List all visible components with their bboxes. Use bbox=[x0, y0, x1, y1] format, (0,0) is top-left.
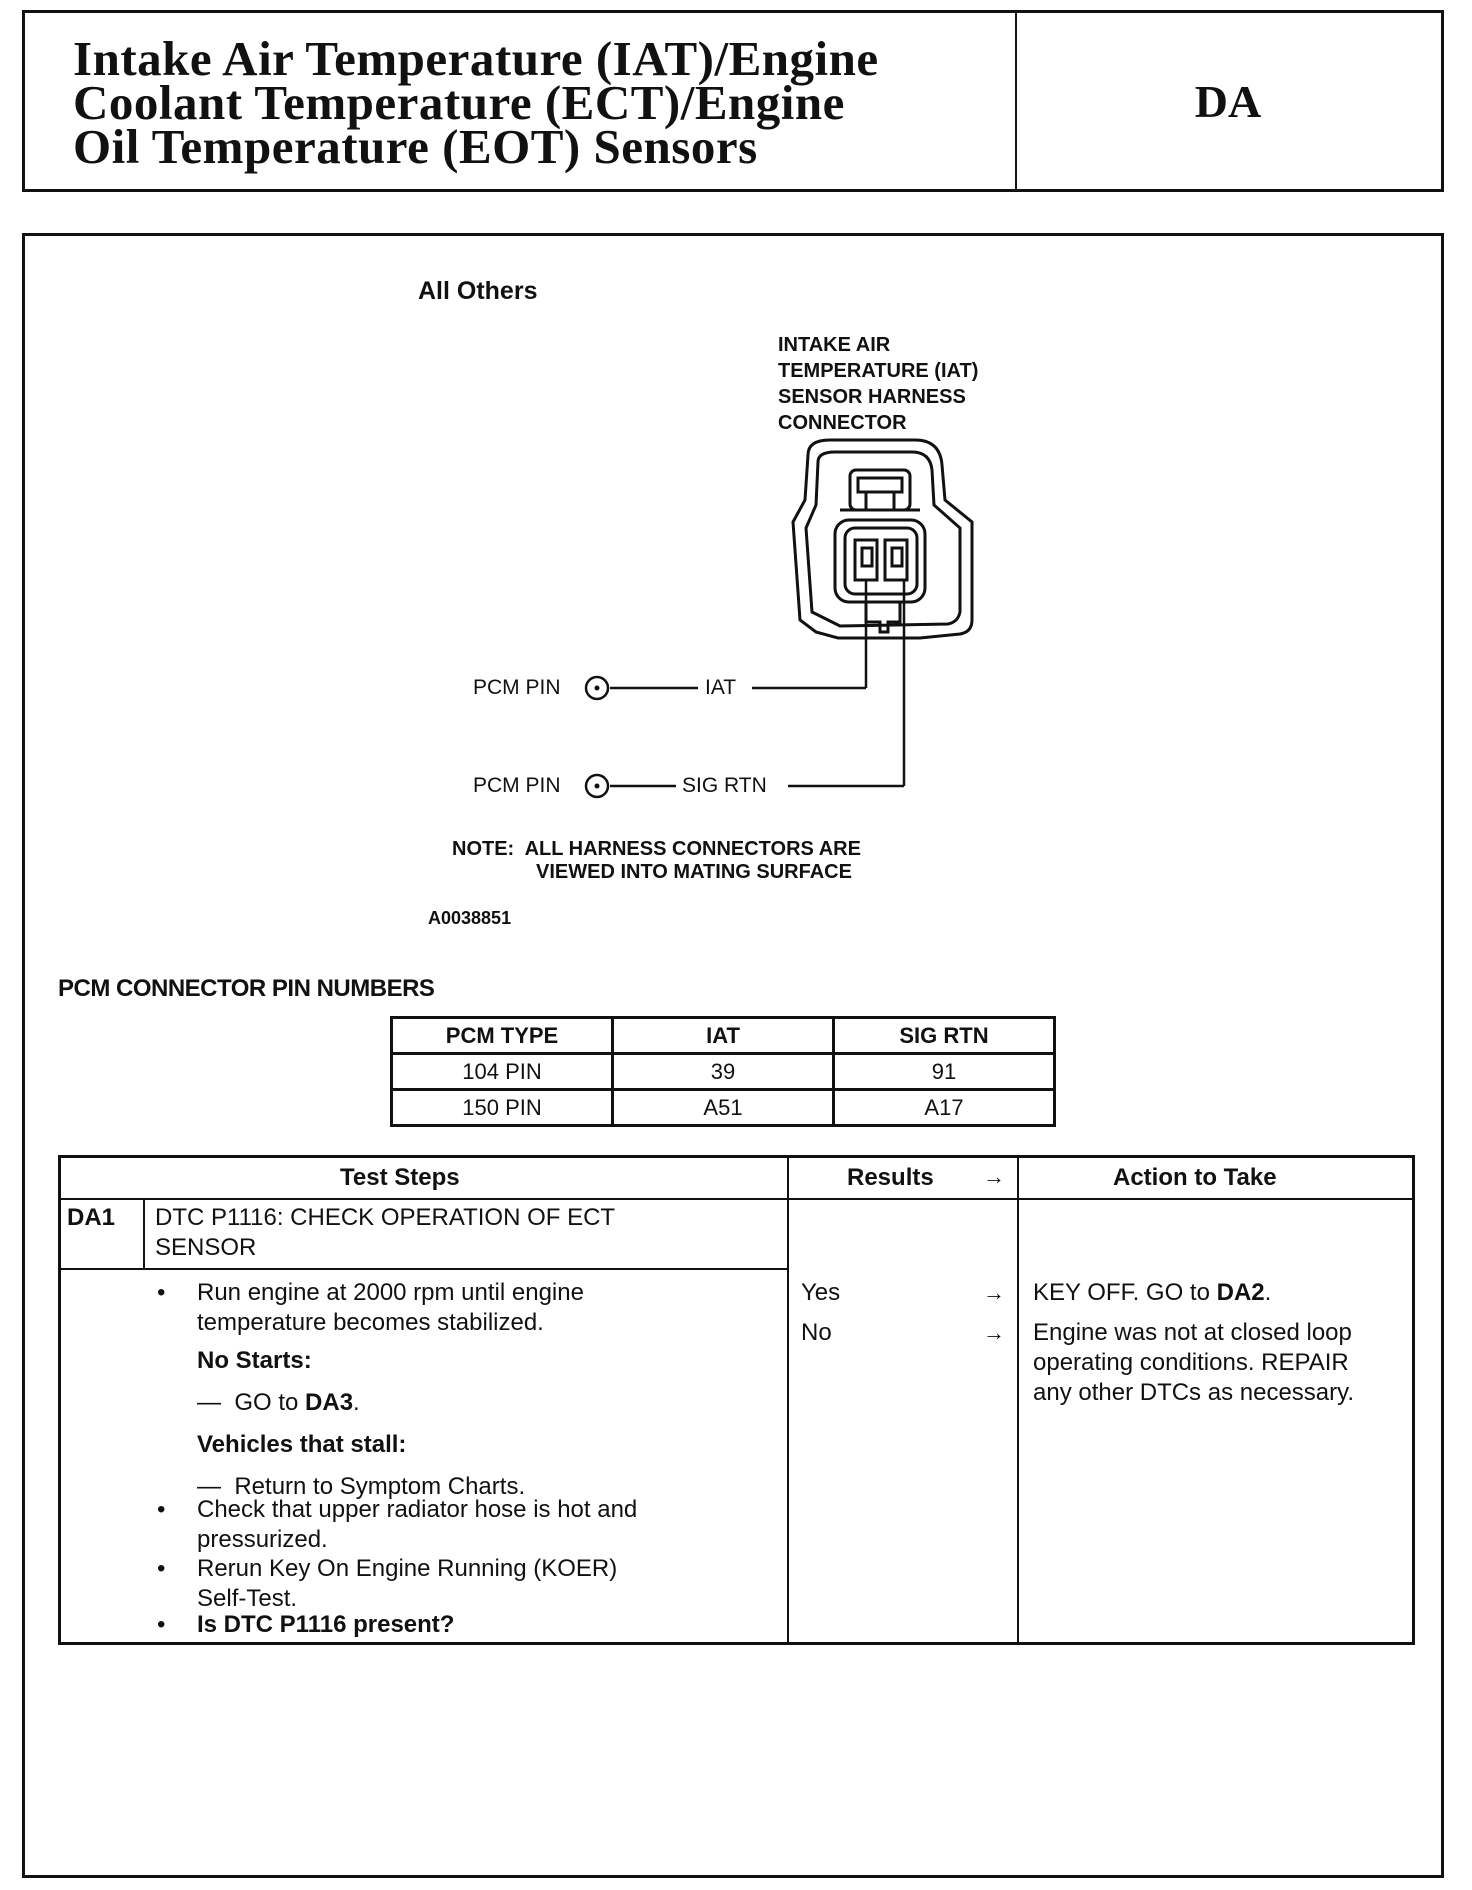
note-line-2: VIEWED INTO MATING SURFACE bbox=[536, 861, 852, 883]
table-header-row bbox=[392, 1018, 1055, 1054]
step-instruction-1 bbox=[197, 1278, 584, 1338]
action-no-line-3: any other DTCs as necessary. bbox=[1033, 1379, 1355, 1406]
result-no: No bbox=[801, 1319, 832, 1346]
col-iat: IAT bbox=[613, 1018, 834, 1054]
sub-heading-no-starts: No Starts: bbox=[197, 1347, 312, 1374]
iat-wire-label: IAT bbox=[705, 676, 737, 699]
col-sig-rtn: SIG RTN bbox=[834, 1018, 1055, 1054]
sig-rtn-wire-label: SIG RTN bbox=[682, 774, 767, 797]
divider bbox=[787, 1158, 789, 1642]
pcm-pin-label-2: PCM PIN bbox=[473, 774, 561, 797]
divider bbox=[61, 1198, 1412, 1200]
ref-da3[interactable]: DA3 bbox=[305, 1389, 354, 1416]
step-instruction-2-line-2: pressurized. bbox=[197, 1526, 328, 1553]
step-instruction-3-line-2: Self-Test. bbox=[197, 1585, 298, 1612]
sub-heading-stall: Vehicles that stall: bbox=[197, 1431, 407, 1458]
dash-icon: — bbox=[197, 1389, 221, 1416]
pcm-pin-terminal-icon-1 bbox=[586, 677, 608, 699]
note-line-1: NOTE: ALL HARNESS CONNECTORS ARE bbox=[452, 838, 861, 860]
arrow-icon: → bbox=[983, 1280, 1005, 1305]
action-yes-suffix: . bbox=[1264, 1279, 1272, 1306]
step-instruction-3-line-1: Rerun Key On Engine Running (KOER) bbox=[197, 1555, 618, 1582]
pcm-pin-terminal-icon-2 bbox=[586, 775, 608, 797]
action-no-line-2: operating conditions. REPAIR bbox=[1033, 1349, 1349, 1376]
section-code: DA bbox=[1194, 75, 1262, 127]
bullet-icon: • bbox=[157, 1611, 166, 1638]
results-arrow-icon: → bbox=[983, 1164, 1005, 1189]
cell: 39 bbox=[613, 1054, 834, 1090]
wiring-lines bbox=[610, 580, 904, 786]
title-line-1: Intake Air Temperature (IAT)/Engine bbox=[73, 31, 879, 86]
diagram-heading: All Others bbox=[418, 277, 538, 305]
cell: A51 bbox=[613, 1090, 834, 1126]
action-no-line-1: Engine was not at closed loop bbox=[1033, 1319, 1352, 1346]
divider bbox=[1017, 1158, 1019, 1642]
col-pcm-type: PCM TYPE bbox=[392, 1018, 613, 1054]
step-instruction-3 bbox=[197, 1554, 617, 1614]
bullet-icon: • bbox=[157, 1279, 166, 1306]
test-steps-table bbox=[58, 1155, 1415, 1645]
no-starts-text: GO to bbox=[234, 1389, 306, 1416]
step-instruction-1-line-2: temperature becomes stabilized. bbox=[197, 1309, 544, 1336]
step-instruction-2 bbox=[197, 1495, 637, 1555]
title-line-2: Coolant Temperature (ECT)/Engine bbox=[73, 75, 845, 130]
connector-label-line-2: TEMPERATURE (IAT) bbox=[778, 360, 979, 382]
figure-id: A0038851 bbox=[428, 908, 512, 928]
step-instruction-2-line-1: Check that upper radiator hose is hot and bbox=[197, 1496, 638, 1523]
table-row bbox=[392, 1054, 1055, 1090]
col-action: Action to Take bbox=[1113, 1164, 1277, 1191]
pcm-pin-table bbox=[390, 1016, 1056, 1127]
cell: 91 bbox=[834, 1054, 1055, 1090]
diagram-note bbox=[452, 838, 861, 884]
divider bbox=[61, 1268, 787, 1270]
action-yes-text: KEY OFF. GO to bbox=[1033, 1279, 1217, 1306]
connector-label-line-4: CONNECTOR bbox=[778, 412, 907, 434]
connector-label-line-1: INTAKE AIR bbox=[778, 334, 891, 356]
connector-label-line-3: SENSOR HARNESS bbox=[778, 386, 966, 408]
divider bbox=[143, 1198, 145, 1268]
result-yes: Yes bbox=[801, 1279, 841, 1306]
bullet-icon: • bbox=[157, 1496, 166, 1523]
col-results: Results bbox=[847, 1164, 934, 1191]
step-question: Is DTC P1116 present? bbox=[197, 1611, 455, 1638]
bullet-icon: • bbox=[157, 1555, 166, 1582]
step-title-line-1: DTC P1116: CHECK OPERATION OF ECT bbox=[155, 1204, 616, 1231]
action-no bbox=[1033, 1318, 1354, 1408]
step-title-line-2: SENSOR bbox=[155, 1234, 257, 1261]
stall-text: Return to Symptom Charts. bbox=[234, 1473, 526, 1500]
sub-item-no-starts bbox=[197, 1388, 360, 1418]
dash-icon: — bbox=[197, 1473, 221, 1500]
step-instruction-1-line-1: Run engine at 2000 rpm until engine bbox=[197, 1279, 584, 1306]
action-yes bbox=[1033, 1278, 1271, 1308]
pcm-pin-label-1: PCM PIN bbox=[473, 676, 561, 699]
pin-table-heading: PCM CONNECTOR PIN NUMBERS bbox=[58, 975, 435, 1002]
step-title bbox=[155, 1203, 615, 1263]
table-row bbox=[392, 1090, 1055, 1126]
cell: 104 PIN bbox=[392, 1054, 613, 1090]
col-test-steps: Test Steps bbox=[340, 1164, 460, 1191]
no-starts-suffix: . bbox=[353, 1389, 360, 1416]
arrow-icon: → bbox=[983, 1320, 1005, 1345]
cell: A17 bbox=[834, 1090, 1055, 1126]
connector-housing-icon bbox=[793, 440, 972, 638]
title-line-3: Oil Temperature (EOT) Sensors bbox=[73, 119, 758, 174]
ref-da2[interactable]: DA2 bbox=[1216, 1279, 1265, 1306]
cell: 150 PIN bbox=[392, 1090, 613, 1126]
step-id: DA1 bbox=[67, 1204, 116, 1231]
